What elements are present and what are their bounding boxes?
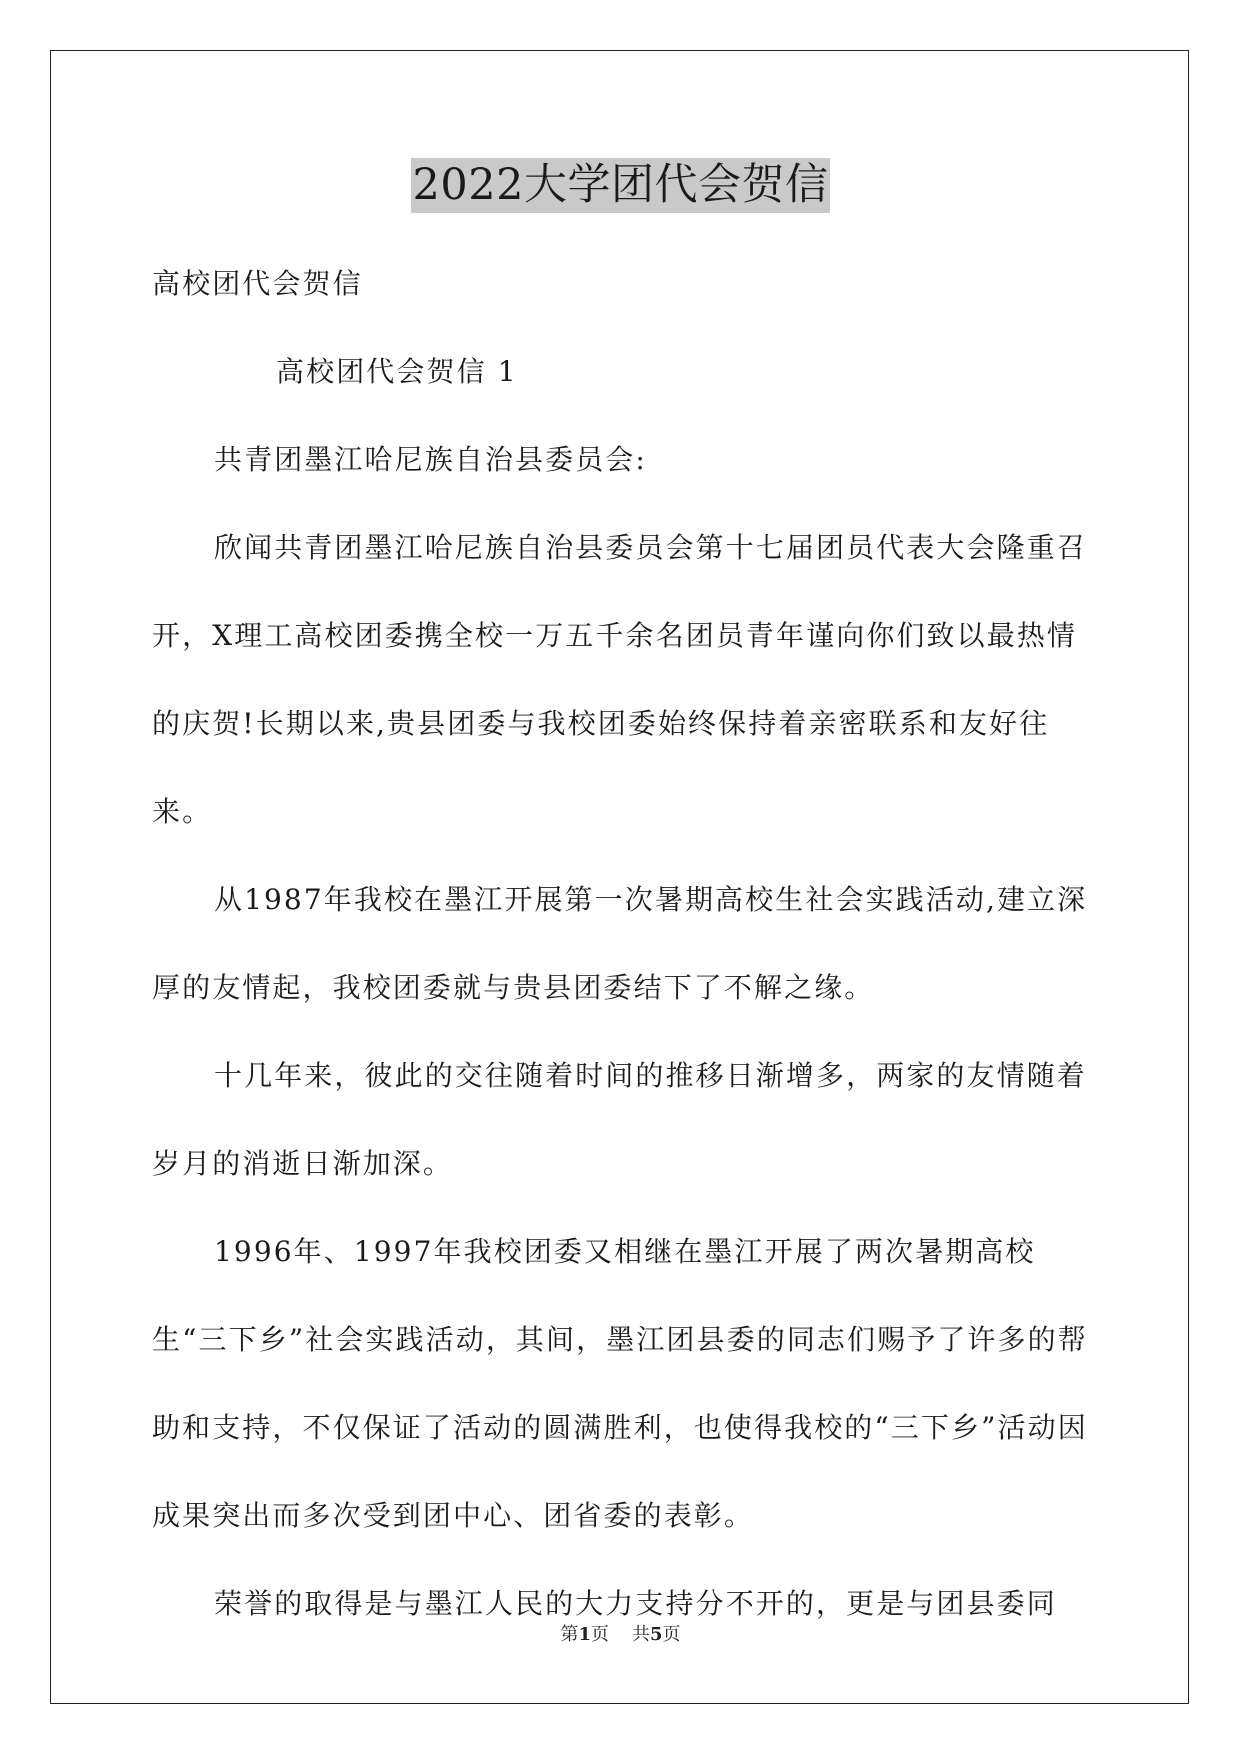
page-number: 1 [578, 1624, 592, 1645]
paragraph-2: 从1987年我校在墨江开展第一次暑期高校生社会实践活动,建立深厚的友情起，我校团委就与贵县团委结下了不解之缘。 [152, 883, 1088, 1004]
page-prefix: 第 [560, 1624, 579, 1645]
page-suffix: 页 [591, 1624, 610, 1645]
section-heading: 高校团代会贺信 1 [276, 355, 518, 388]
paragraph-1: 欣闻共青团墨江哈尼族自治县委员会第十七届团员代表大会隆重召开，X理工高校团委携全校一万五千余名团员青年谨向你们致以最热情的庆贺!长期以来,贵县团委与我校团委始终保持着亲密联系和友好往来。 [152, 531, 1087, 828]
total-suffix: 页 [662, 1624, 681, 1645]
total-prefix: 共 [631, 1624, 650, 1645]
paragraph-4: 1996年、1997年我校团委又相继在墨江开展了两次暑期高校生“三下乡”社会实践活动，其间，墨江团县委的同志们赐予了许多的帮助和支持，不仅保证了活动的圆满胜利，也使得我校的“三下乡”活动因成果突出而多次受到团中心、团省委的表彰。 [152, 1235, 1088, 1532]
paragraph-5: 荣誉的取得是与墨江人民的大力支持分不开的，更是与团县委同 [214, 1587, 1057, 1620]
paragraph-3: 十几年来，彼此的交往随着时间的推移日渐增多，两家的友情随着岁月的消逝日渐加深。 [152, 1059, 1087, 1180]
document-body [152, 240, 1090, 1648]
document-title-text: 2022大学团代会贺信 [411, 158, 831, 213]
document-title [0, 158, 1241, 213]
total-pages: 5 [649, 1624, 663, 1645]
salutation: 共青团墨江哈尼族自治县委员会: [214, 443, 647, 476]
document-subtitle: 高校团代会贺信 [152, 267, 363, 300]
page-footer [0, 1620, 1241, 1646]
